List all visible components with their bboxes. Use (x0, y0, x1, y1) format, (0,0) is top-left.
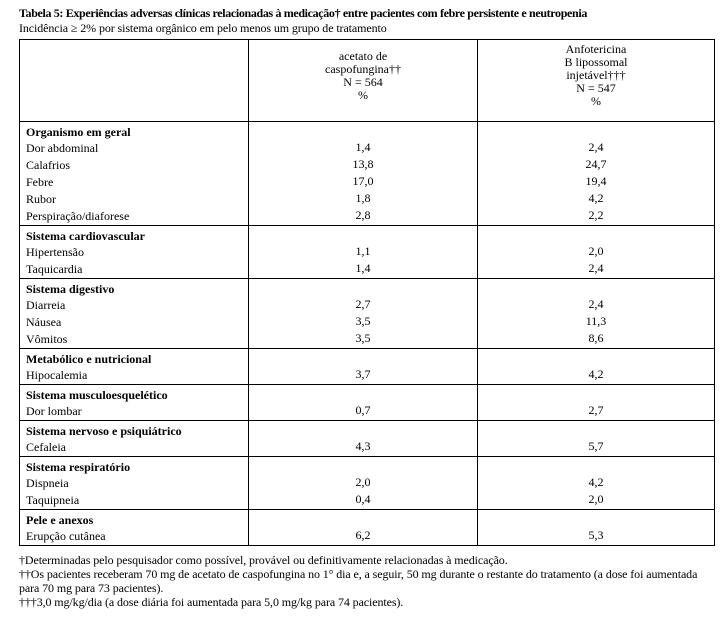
group-label-cell (20, 385, 249, 421)
caspofungin-value: 0,7 (355, 403, 371, 417)
group-heading: Sistema digestivo (26, 282, 115, 296)
amphotericin-value: 8,6 (588, 331, 604, 345)
caspofungin-value: 1,4 (355, 261, 371, 275)
amphotericin-values-cell (478, 122, 715, 226)
caspofungin-value: 0,4 (355, 492, 371, 506)
header-empty-cell (20, 40, 249, 122)
caspofungin-values-cell (249, 385, 478, 421)
header-amphotericin-line: % (591, 94, 601, 108)
adverse-event-label: Perspiração/diaforese (26, 209, 130, 223)
spacer (478, 122, 714, 139)
group-row (20, 510, 715, 546)
spacer (249, 421, 477, 438)
caspofungin-values-cell (249, 421, 478, 457)
adverse-event-label: Cefaleia (26, 440, 66, 454)
header-caspofungin-line: N = 564 (343, 75, 383, 89)
amphotericin-value: 2,4 (588, 297, 604, 311)
caspofungin-value: 2,8 (355, 208, 371, 222)
adverse-event-label: Dispneia (26, 476, 69, 490)
amphotericin-value: 5,3 (588, 528, 604, 542)
header-caspofungin (249, 40, 478, 122)
header-amphotericin-line: Anfotericina (565, 42, 627, 56)
group-heading: Sistema respiratório (26, 460, 131, 474)
amphotericin-values-cell (478, 421, 715, 457)
adverse-event-label: Taquicardia (26, 262, 83, 276)
group-row (20, 226, 715, 279)
amphotericin-values-cell (478, 226, 715, 279)
group-heading: Pele e anexos (26, 513, 94, 527)
caspofungin-value: 1,1 (355, 244, 371, 258)
caspofungin-values-cell (249, 510, 478, 546)
group-label-cell (20, 279, 249, 349)
amphotericin-values-cell (478, 279, 715, 349)
caspofungin-values-cell (249, 349, 478, 385)
caspofungin-value: 1,4 (355, 140, 371, 154)
caspofungin-value: 13,8 (352, 157, 374, 171)
amphotericin-values-cell (478, 349, 715, 385)
caspofungin-value: 3,5 (355, 314, 371, 328)
group-label-cell (20, 349, 249, 385)
adverse-event-label: Vômitos (26, 332, 68, 346)
group-row (20, 122, 715, 226)
amphotericin-value: 2,0 (588, 244, 604, 258)
spacer (478, 279, 714, 296)
table-title: Tabela 5: Experiências adversas clínicas relacionadas à medicação† entre pacientes com febre persistente e neutropenia (19, 6, 587, 20)
group-heading: Sistema nervoso e psiquiátrico (26, 424, 182, 438)
amphotericin-values-cell (478, 457, 715, 510)
spacer (478, 349, 714, 366)
caspofungin-values-cell (249, 457, 478, 510)
header-amphotericin-line: injetável††† (566, 68, 626, 82)
spacer (478, 385, 714, 402)
header-caspofungin-line: % (358, 88, 368, 102)
spacer (478, 457, 714, 474)
header-amphotericin-line: B lipossomal (564, 55, 628, 69)
caspofungin-value: 2,0 (355, 475, 371, 489)
group-heading: Organismo em geral (26, 125, 131, 139)
caspofungin-value: 4,3 (355, 439, 371, 453)
adverse-event-label: Diarreia (26, 298, 66, 312)
caspofungin-value: 1,8 (355, 191, 371, 205)
amphotericin-value: 2,4 (588, 140, 604, 154)
spacer (249, 510, 477, 527)
group-label-cell (20, 122, 249, 226)
spacer (249, 279, 477, 296)
caspofungin-value: 2,7 (355, 297, 371, 311)
header-amphotericin (478, 40, 715, 122)
group-row (20, 349, 715, 385)
group-label-cell (20, 226, 249, 279)
adverse-event-label: Dor lombar (26, 404, 82, 418)
spacer (478, 421, 714, 438)
group-row (20, 279, 715, 349)
adverse-event-label: Erupção cutânea (26, 529, 106, 543)
spacer (478, 510, 714, 527)
amphotericin-value: 4,2 (588, 191, 604, 205)
adverse-event-label: Rubor (26, 192, 56, 206)
header-amphotericin-line: N = 547 (576, 81, 616, 95)
group-label-cell (20, 510, 249, 546)
group-label-cell (20, 421, 249, 457)
amphotericin-value: 2,2 (588, 208, 604, 222)
spacer (249, 385, 477, 402)
group-row (20, 385, 715, 421)
caspofungin-value: 3,7 (355, 367, 371, 381)
group-heading: Sistema cardiovascular (26, 229, 145, 243)
amphotericin-values-cell (478, 510, 715, 546)
header-caspofungin-line: caspofungina†† (325, 62, 401, 76)
amphotericin-value: 5,7 (588, 439, 604, 453)
caspofungin-values-cell (249, 279, 478, 349)
footnotes (19, 553, 709, 609)
caspofungin-value: 3,5 (355, 331, 371, 345)
adverse-events-table (19, 39, 715, 546)
spacer (249, 226, 477, 243)
adverse-event-label: Náusea (26, 315, 62, 329)
amphotericin-values-cell (478, 385, 715, 421)
adverse-event-label: Febre (26, 175, 54, 189)
adverse-event-label: Hipocalemia (26, 368, 88, 382)
caspofungin-value: 17,0 (352, 174, 374, 188)
group-heading: Sistema musculoesquelético (26, 388, 168, 402)
amphotericin-value: 2,0 (588, 492, 604, 506)
amphotericin-value: 11,3 (585, 314, 607, 328)
spacer (249, 349, 477, 366)
header-caspofungin-line: acetato de (338, 49, 388, 63)
group-row (20, 457, 715, 510)
header-row (20, 40, 715, 122)
footnote: †††3,0 mg/kg/dia (a dose diária foi aumentada para 5,0 mg/kg para 74 pacientes). (19, 595, 404, 609)
group-heading: Metabólico e nutricional (26, 352, 152, 366)
amphotericin-value: 4,2 (588, 367, 604, 381)
adverse-event-label: Calafrios (26, 158, 70, 172)
caspofungin-values-cell (249, 122, 478, 226)
adverse-event-label: Hipertensão (26, 245, 84, 259)
adverse-event-label: Dor abdominal (26, 141, 99, 155)
amphotericin-value: 2,7 (588, 403, 604, 417)
caspofungin-value: 6,2 (355, 528, 371, 542)
amphotericin-value: 4,2 (588, 475, 604, 489)
spacer (249, 122, 477, 139)
caspofungin-values-cell (249, 226, 478, 279)
spacer (249, 457, 477, 474)
amphotericin-value: 2,4 (588, 261, 604, 275)
footnote: †Determinadas pelo pesquisador como possível, provável ou definitivamente relacionadas à medicação. (19, 553, 508, 567)
spacer (478, 226, 714, 243)
group-label-cell (20, 457, 249, 510)
table-subtitle: Incidência ≥ 2% por sistema orgânico em pelo menos um grupo de tratamento (19, 21, 387, 35)
group-row (20, 421, 715, 457)
adverse-event-label: Taquipneia (26, 493, 80, 507)
amphotericin-value: 19,4 (585, 174, 607, 188)
footnote: ††Os pacientes receberam 70 mg de acetato de caspofungina no 1° dia e, a seguir, 50 mg durante o restante do tratamento (a dose foi aumentada para 70 mg para 73 pacientes). (19, 567, 698, 595)
amphotericin-value: 24,7 (585, 157, 607, 171)
